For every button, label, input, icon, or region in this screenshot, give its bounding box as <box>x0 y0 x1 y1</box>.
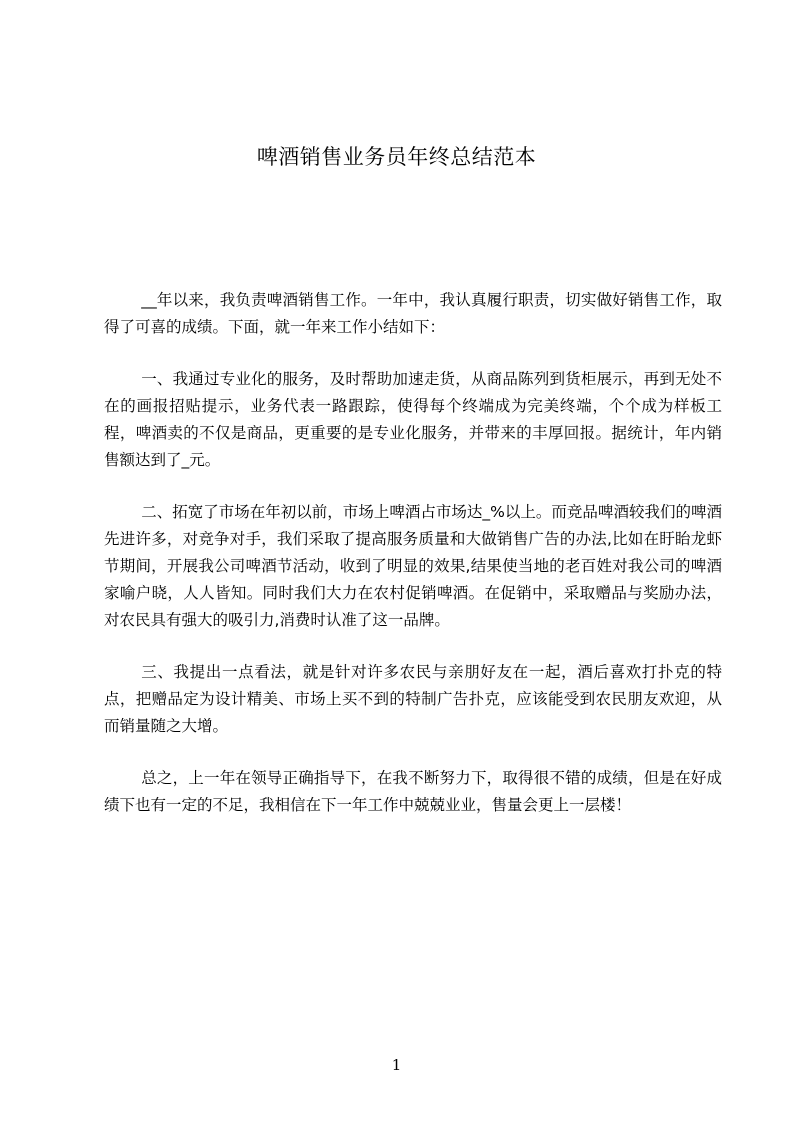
page-number: 1 <box>391 1056 402 1074</box>
paragraph-intro: __年以来，我负责啤酒销售工作。一年中，我认真履行职责，切实做好销售工作，取得了可喜的成绩。下面，就一年来工作小结如下： <box>104 291 722 336</box>
paragraph-conclusion: 总之，上一年在领导正确指导下，在我不断努力下，取得很不错的成绩，但是在好成绩下也有一定的不足，我相信在下一年工作中兢兢业业，售量会更上一层楼！ <box>104 769 722 814</box>
paragraph-point-two: 二、拓宽了市场在年初以前，市场上啤酒占市场达_%以上。而竞品啤酒较我们的啤酒先进许多，对竞争对手，我们采取了提高服务质量和大做销售广告的办法,比如在盱眙龙虾节期间，开展我公司啤酒节活动，收到了明显的效果,结果使当地的老百姓对我公司的啤酒家喻户晓，人人皆知。同时我们大力在农村促销啤酒。在促销中，采取赠品与奖励办法，对农民具有强大的吸引力,消费时认准了这一品牌。 <box>104 503 722 629</box>
document-title: 啤酒销售业务员年终总结范本 <box>256 145 537 169</box>
paragraph-point-three: 三、我提出一点看法，就是针对许多农民与亲朋好友在一起，酒后喜欢打扑克的特点，把赠品定为设计精美、市场上买不到的特制广告扑克，应该能受到农民朋友欢迎，从而销量随之大增。 <box>104 663 722 735</box>
paragraph-point-one: 一、我通过专业化的服务，及时帮助加速走货，从商品陈列到货柜展示，再到无处不在的画报招贴提示，业务代表一路跟踪，使得每个终端成为完美终端，个个成为样板工程，啤酒卖的不仅是商品，更重要的是专业化服务，并带来的丰厚回报。据统计，年内销售额达到了_元。 <box>104 370 722 469</box>
document-body <box>104 287 722 844</box>
